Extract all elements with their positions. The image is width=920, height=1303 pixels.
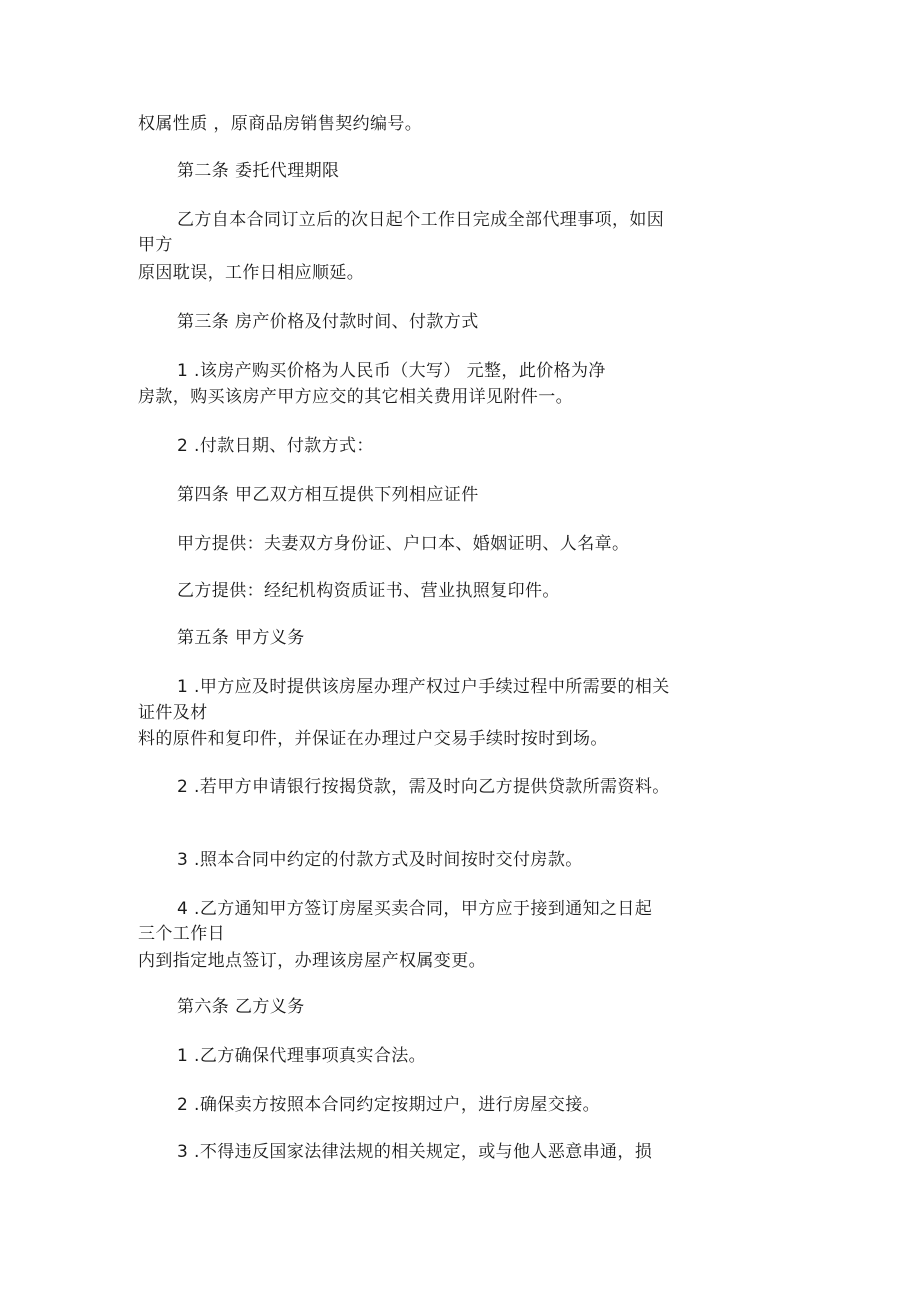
- article-5-item-4-line-3: 内到指定地点签订，办理该房屋产权属变更。: [138, 951, 486, 971]
- article-5-item-1-line-1: 1 .甲方应及时提供该房屋办理产权过户手续过程中所需要的相关: [177, 677, 670, 697]
- article-6-item-2: 2 .确保卖方按照本合同约定按期过户，进行房屋交接。: [177, 1095, 601, 1115]
- article-4-heading: 第四条 甲乙双方相互提供下列相应证件: [177, 485, 479, 505]
- article-3-heading: 第三条 房产价格及付款时间、付款方式: [177, 312, 479, 332]
- article-2-text-line-1: 乙方自本合同订立后的次日起个工作日完成全部代理事项，如因: [177, 210, 665, 230]
- article-2-text-line-3: 原因耽误，工作日相应顺延。: [138, 263, 365, 283]
- ownership-nature-line: 权属性质 ，原商品房销售契约编号。: [138, 114, 423, 134]
- article-4-party-b: 乙方提供：经纪机构资质证书、营业执照复印件。: [177, 581, 560, 601]
- article-6-heading: 第六条 乙方义务: [177, 997, 305, 1017]
- article-3-item-2: 2 .付款日期、付款方式：: [177, 436, 374, 456]
- article-4-party-a: 甲方提供：夫妻双方身份证、户口本、婚姻证明、人名章。: [177, 534, 630, 554]
- article-5-item-2: 2 .若甲方申请银行按揭贷款，需及时向乙方提供贷款所需资料。: [177, 777, 670, 797]
- article-2-heading: 第二条 委托代理期限: [177, 161, 340, 181]
- article-6-item-1: 1 .乙方确保代理事项真实合法。: [177, 1046, 427, 1066]
- article-6-item-3: 3 .不得违反国家法律法规的相关规定，或与他人恶意串通，损: [177, 1142, 653, 1162]
- article-5-item-4-line-2: 三个工作日: [138, 924, 225, 944]
- article-5-heading: 第五条 甲方义务: [177, 628, 305, 648]
- article-5-item-1-line-3: 料的原件和复印件，并保证在办理过户交易手续时按时到场。: [138, 729, 608, 749]
- article-3-item-1-line-2: 房款，购买该房产甲方应交的其它相关费用详见附件一。: [138, 387, 573, 407]
- article-3-item-1-line-1: 1 .该房产购买价格为人民币（大写） 元整，此价格为净: [177, 361, 606, 381]
- article-5-item-1-line-2: 证件及材: [138, 703, 208, 723]
- article-5-item-4-line-1: 4 .乙方通知甲方签订房屋买卖合同，甲方应于接到通知之日起: [177, 899, 653, 919]
- article-2-text-line-2: 甲方: [138, 235, 173, 255]
- article-5-item-3: 3 .照本合同中约定的付款方式及时间按时交付房款。: [177, 850, 583, 870]
